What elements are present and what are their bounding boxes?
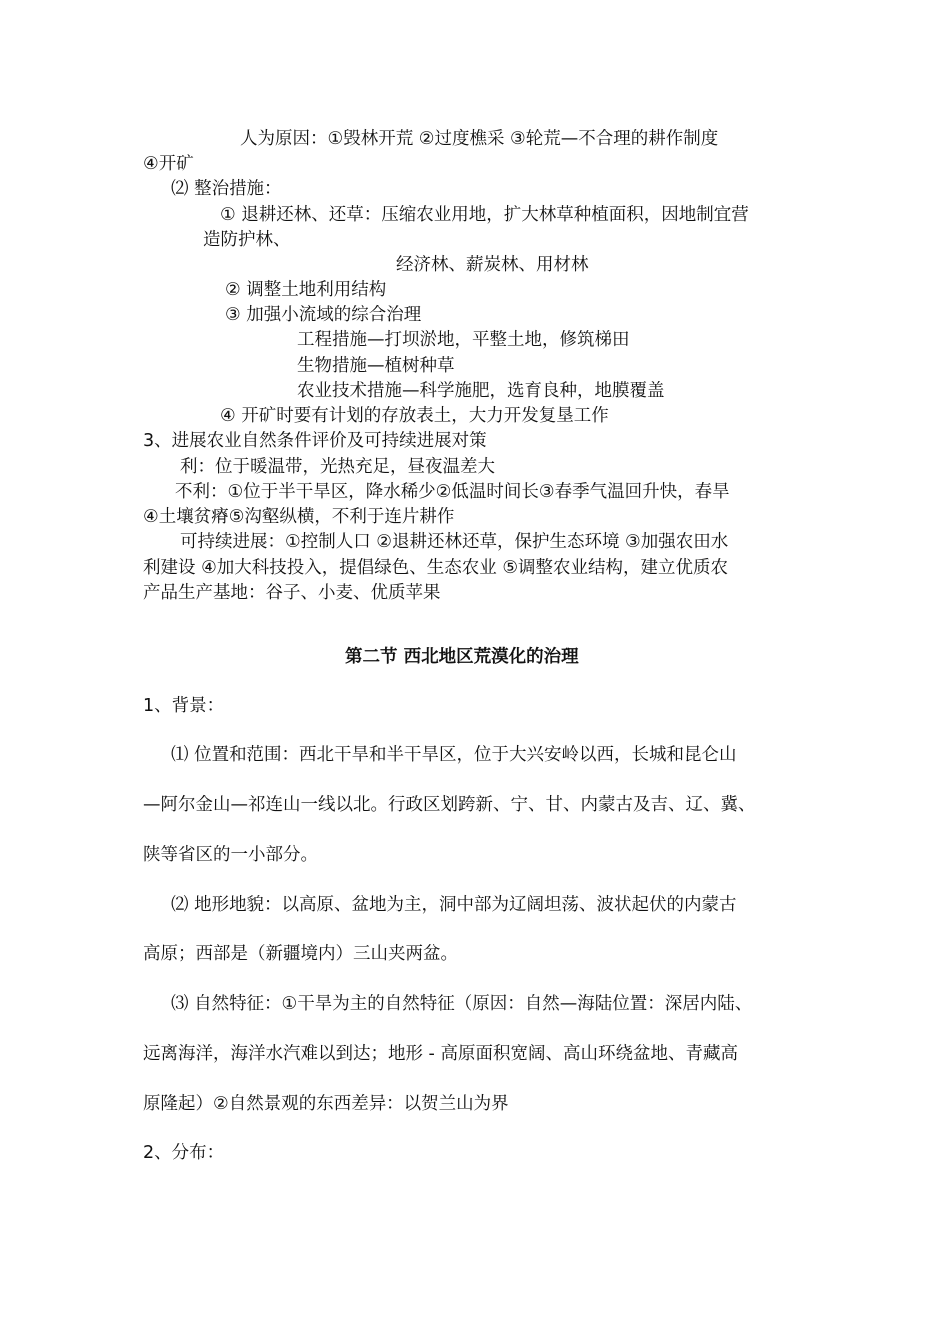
paragraph-line: 1、背景： [143, 696, 225, 716]
text-line: 农业技术措施—科学施肥，选育良种，地膜覆盖 [297, 381, 665, 401]
text-line: ⑵ 整治措施： [171, 179, 282, 199]
text-line: 不利：①位于半干旱区，降水稀少②低温时间长③春季气温回升快，春旱 [175, 482, 730, 502]
text-line: 利建设 ④加大科技投入，提倡绿色、生态农业 ⑤调整农业结构，建立优质农 [143, 558, 729, 578]
text-line: 产品生产基地：谷子、小麦、优质苹果 [143, 583, 441, 603]
text-line: 人为原因：①毁林开荒 ②过度樵采 ③轮荒—不合理的耕作制度 [240, 129, 719, 149]
text-line: 工程措施—打坝淤地，平整土地，修筑梯田 [297, 330, 630, 350]
text-line: 经济林、薪炭林、用材林 [396, 255, 589, 275]
paragraph-line: —阿尔金山—祁连山一线以北。行政区划跨新、宁、甘、内蒙古及吉、辽、冀、 [143, 795, 756, 815]
text-line: ① 退耕还林、还草：压缩农业用地，扩大林草种植面积，因地制宜营 [220, 205, 749, 225]
paragraph-line: 高原；西部是（新疆境内）三山夹两盆。 [143, 944, 458, 964]
section-title: 第二节 西北地区荒漠化的治理 [345, 647, 579, 667]
text-line: ④土壤贫瘠⑤沟壑纵横，不利于连片耕作 [143, 507, 455, 527]
text-line: 利：位于暖温带，光热充足，昼夜温差大 [180, 457, 495, 477]
paragraph-line: 2、分布： [143, 1143, 225, 1163]
text-line: ④ 开矿时要有计划的存放表土，大力开发复垦工作 [220, 406, 609, 426]
text-line: ③ 加强小流域的综合治理 [225, 305, 422, 325]
text-line: 生物措施—植树种草 [297, 356, 455, 376]
text-line: ④开矿 [143, 154, 194, 174]
paragraph-line: 远离海洋，海洋水汽难以到达；地形 - 高原面积宽阔、高山环绕盆地、青藏高 [143, 1044, 738, 1064]
paragraph-line: 原隆起）②自然景观的东西差异：以贺兰山为界 [143, 1094, 509, 1114]
text-line: 3、进展农业自然条件评价及可持续进展对策 [143, 431, 487, 451]
text-line: ② 调整土地利用结构 [225, 280, 387, 300]
paragraph-line: ⑴ 位置和范围：西北干旱和半干旱区，位于大兴安岭以西，长城和昆仑山 [171, 745, 737, 765]
paragraph-line: ⑵ 地形地貌：以高原、盆地为主，洞中部为辽阔坦荡、波状起伏的内蒙古 [171, 895, 737, 915]
paragraph-line: 陕等省区的一小部分。 [143, 845, 318, 865]
text-line: 造防护林、 [203, 230, 291, 250]
text-line: 可持续进展：①控制人口 ②退耕还林还草，保护生态环境 ③加强农田水 [180, 532, 729, 552]
paragraph-line: ⑶ 自然特征：①干旱为主的自然特征（原因：自然—海陆位置：深居内陆、 [171, 994, 753, 1014]
